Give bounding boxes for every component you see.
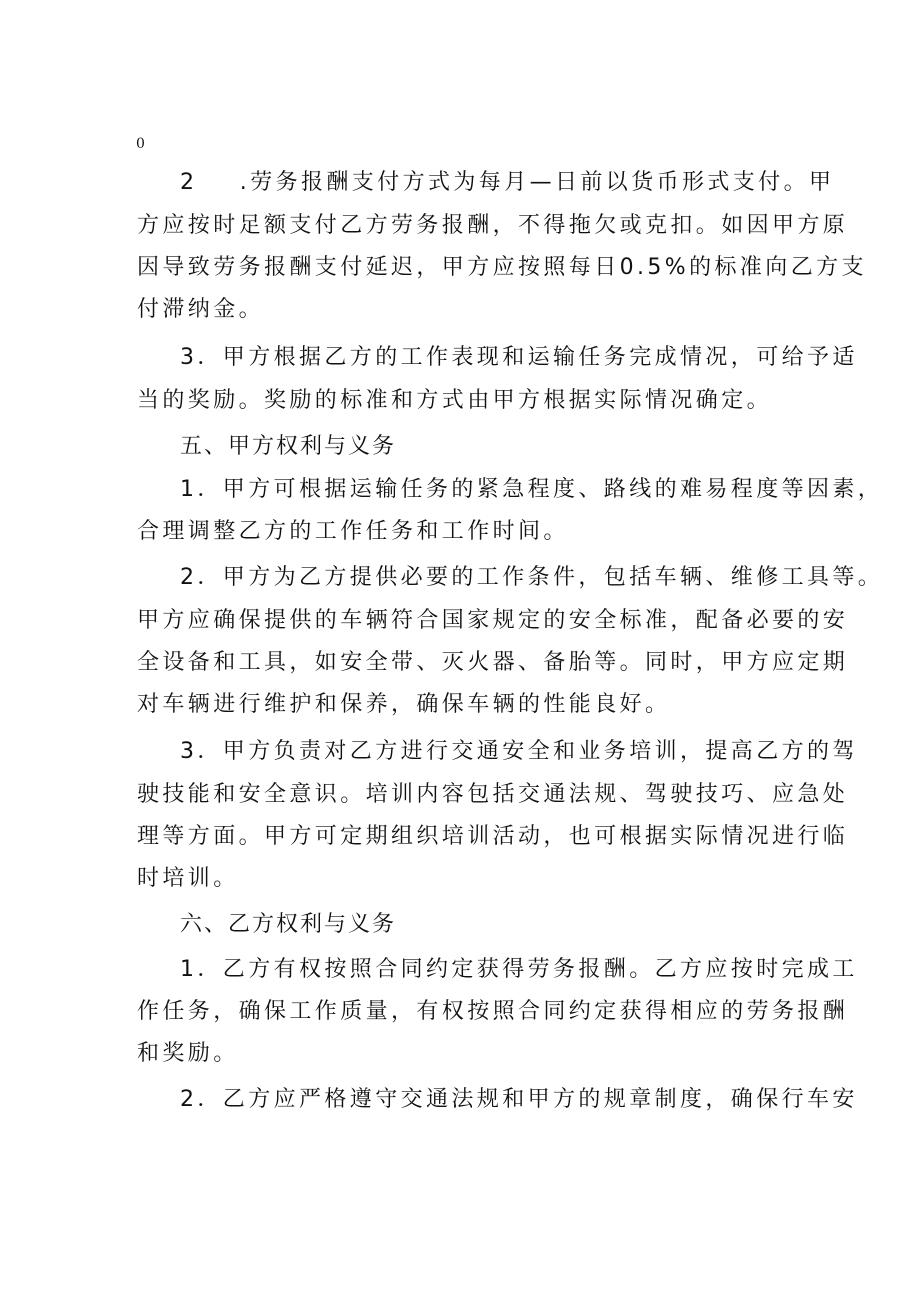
- paragraph-line: 3．甲方根据乙方的工作表现和运输任务完成情况，可给予适: [180, 345, 858, 370]
- paragraph-line: 作任务，确保工作质量，有权按照合同约定获得相应的劳务报酬: [137, 999, 849, 1024]
- paragraph-line: 甲方应确保提供的车辆符合国家规定的安全标准，配备必要的安: [137, 608, 849, 633]
- section-heading: 五、甲方权利与义务: [180, 434, 397, 459]
- section-heading: 六、乙方权利与义务: [180, 912, 397, 937]
- paragraph-line: 3．甲方负责对乙方进行交通安全和业务培训，提高乙方的驾: [180, 739, 858, 764]
- paragraph-line: 全设备和工具，如安全带、灭火器、备胎等。同时，甲方应定期: [137, 650, 849, 675]
- paragraph-line: 对车辆进行维护和保养，确保车辆的性能良好。: [137, 692, 671, 717]
- paragraph-line: 2．甲方为乙方提供必要的工作条件，包括车辆、维修工具等。: [180, 565, 884, 590]
- paragraph-line: 合理调整乙方的工作任务和工作时间。: [137, 519, 569, 544]
- paragraph-line: 付滞纳金。: [137, 297, 265, 322]
- paragraph-line: [180, 168, 835, 198]
- paragraph-line: 方应按时足额支付乙方劳务报酬，不得拖欠或克扣。如因甲方原: [137, 213, 849, 238]
- paragraph-line: 2．乙方应严格遵守交通法规和甲方的规章制度，确保行车安: [180, 1087, 858, 1112]
- paragraph-line: 和奖励。: [137, 1041, 239, 1066]
- paragraph-line: 1．乙方有权按照合同约定获得劳务报酬。乙方应按时完成工: [180, 957, 858, 982]
- paragraph-line: 驶技能和安全意识。培训内容包括交通法规、驾驶技巧、应急处: [137, 782, 849, 807]
- top-mark: 0: [136, 136, 145, 152]
- item-number: 2: [180, 170, 198, 195]
- paragraph-line: 时培训。: [137, 866, 239, 891]
- paragraph-line: 1．甲方可根据运输任务的紧急程度、路线的难易程度等因素，: [180, 477, 884, 502]
- paragraph-line: 理等方面。甲方可定期组织培训活动，也可根据实际情况进行临: [137, 824, 849, 849]
- item-text: .劳务报酬支付方式为每月—日前以货币形式支付。甲: [229, 170, 835, 195]
- paragraph-line: 当的奖励。奖励的标准和方式由甲方根据实际情况确定。: [137, 388, 773, 413]
- paragraph-line: 因导致劳务报酬支付延迟，甲方应按照每日0.5%的标准向乙方支: [137, 255, 867, 280]
